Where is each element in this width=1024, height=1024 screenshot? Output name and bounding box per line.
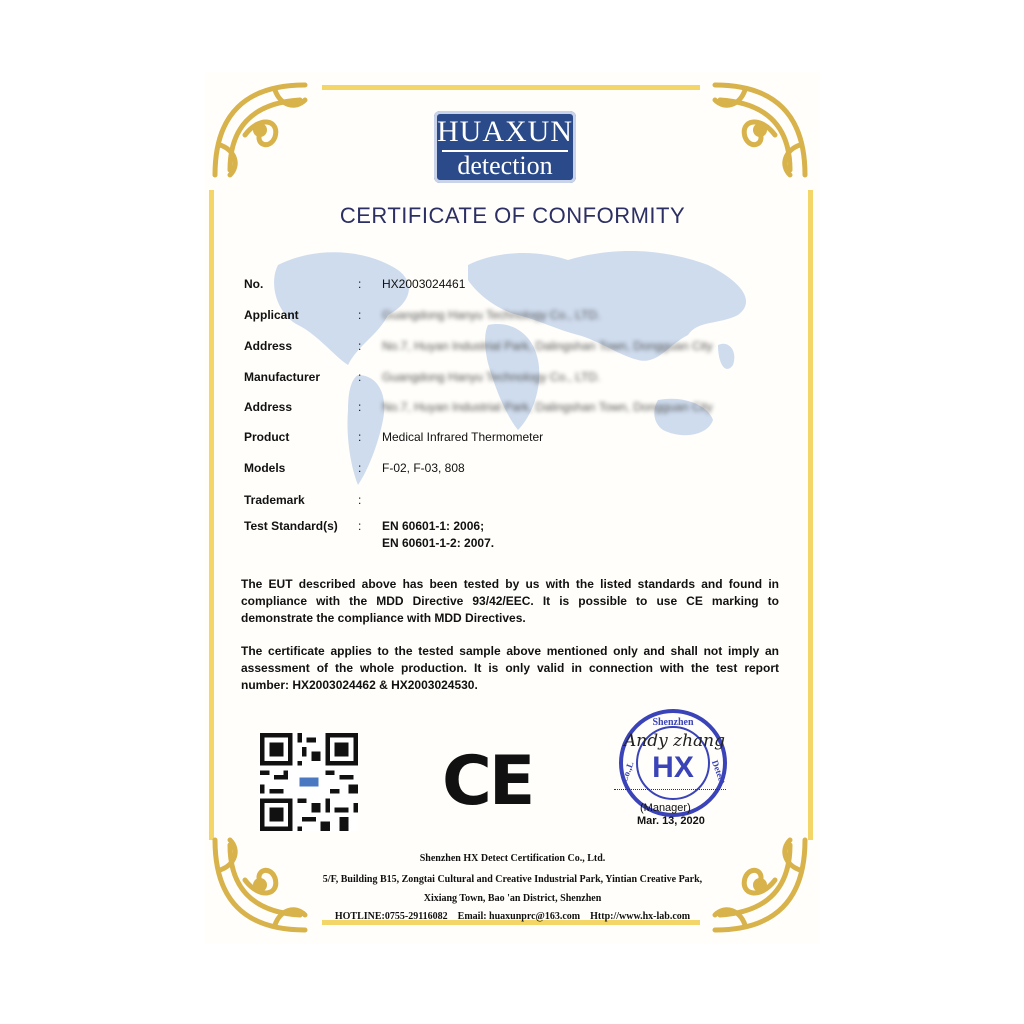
field-value-line2: EN 60601-1-2: 2007.	[382, 536, 495, 550]
ornament-top-left-icon	[205, 75, 315, 185]
footer-contact: HOTLINE:0755-29116082 Email: huaxunprc@163.com Http://www.hx-lab.com	[334, 911, 691, 922]
signature: Andy zhang	[624, 731, 725, 751]
field-value: EN 60601-1: 2006;	[382, 519, 485, 533]
certificate-title: CERTIFICATE OF CONFORMITY	[339, 203, 686, 228]
frame-top-line	[322, 85, 700, 90]
seal-right-text: Detect	[709, 758, 728, 786]
signature-line	[614, 789, 726, 790]
scope-paragraph: The certificate applies to the tested sample above mentioned only and shall not imply an assessment of the whole production. It is only valid in connection with the test report number: HX2003024462 & HX2003024530.	[241, 644, 779, 692]
field-value: F-02, F-03, 808	[382, 461, 465, 475]
compliance-paragraph: The EUT described above has been tested by us with the listed standards and found in compliance with the MDD Directive 93/42/EEC. It is possible to use CE marking to demonstrate the compliance with MDD Directives.	[241, 577, 779, 625]
logo-line1: HUAXUN	[437, 115, 573, 148]
seal-left-text: Co.,L	[618, 760, 636, 784]
field-label: Applicant	[244, 308, 299, 322]
ornament-bottom-right-icon	[705, 830, 815, 940]
ornament-top-right-icon	[705, 75, 815, 185]
huaxun-logo	[434, 111, 576, 183]
field-colon: :	[358, 308, 362, 322]
field-label: Models	[244, 461, 286, 475]
ce-mark: CE	[442, 742, 533, 821]
field-colon: :	[358, 339, 362, 353]
field-label: Product	[244, 430, 290, 444]
field-colon: :	[358, 519, 362, 533]
field-value-redacted: No.7, Huyan Industrial Park, Dalingshan Town, Dongguan City	[382, 339, 713, 353]
footer-address-line1: 5/F, Building B15, Zongtai Cultural and Creative Industrial Park, Yintian Creative Park,	[322, 874, 703, 885]
field-label: Trademark	[244, 493, 305, 507]
field-label: Manufacturer	[244, 370, 321, 384]
qr-code-icon	[260, 733, 358, 831]
field-label: Test Standard(s)	[244, 519, 338, 533]
footer-company: Shenzhen HX Detect Certification Co., Ltd.	[419, 853, 606, 864]
field-colon: :	[358, 370, 362, 384]
frame-left-line	[209, 190, 214, 840]
issue-date: Mar. 13, 2020	[637, 815, 705, 827]
field-value-redacted: No.7, Huyan Industrial Park, Dalingshan Town, Dongguan City	[382, 400, 713, 414]
field-label: Address	[244, 400, 293, 414]
field-label: Address	[244, 339, 293, 353]
field-label: No.	[244, 277, 264, 291]
field-colon: :	[358, 430, 362, 444]
footer-address-line2: Xixiang Town, Bao 'an District, Shenzhen	[423, 893, 602, 904]
field-colon: :	[358, 461, 362, 475]
seal-top-text: Shenzhen	[652, 717, 694, 728]
frame-right-line	[808, 190, 813, 840]
field-colon: :	[358, 493, 362, 507]
field-colon: :	[358, 400, 362, 414]
field-colon: :	[358, 277, 362, 291]
field-value-redacted: Guangdong Hanyu Technology Co., LTD.	[382, 370, 601, 384]
field-value: HX2003024461	[382, 277, 466, 291]
seal-center-text: HX	[652, 751, 694, 784]
field-value: Medical Infrared Thermometer	[382, 430, 544, 444]
ornament-bottom-left-icon	[205, 830, 315, 940]
signer-role: (Manager)	[640, 802, 691, 814]
field-value-redacted: Guangdong Hanyu Technology Co., LTD.	[382, 308, 601, 322]
logo-line2: detection	[442, 150, 568, 180]
